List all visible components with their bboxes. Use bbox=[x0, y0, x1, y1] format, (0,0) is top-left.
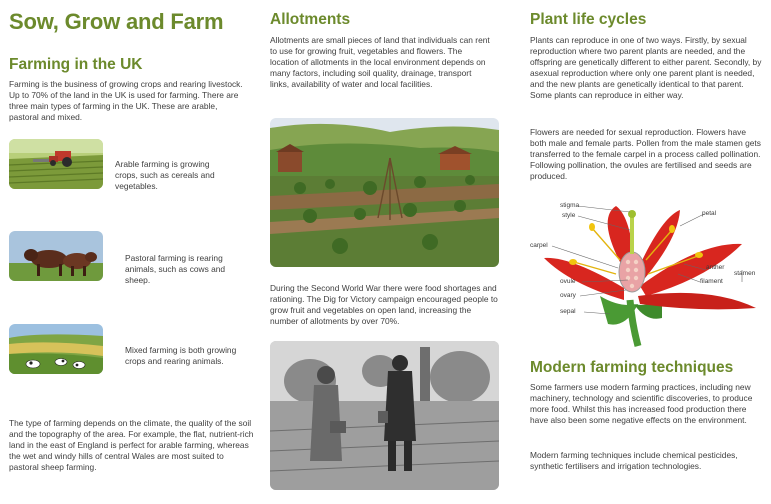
farming-heading: Farming in the UK bbox=[9, 56, 143, 73]
allotments-intro: Allotments are small pieces of land that individuals can rent to use for growing fruit, vegetables and flowers. The location of allotments in the local environment depends on many factors, including soil quality, drainage, transport links, availability of water and local facilities. bbox=[270, 35, 490, 90]
plant-paragraph-2: Flowers are needed for sexual reproduction. Flowers have both male and female parts. Pollen from the male stamen gets transferred to the female carpel in a process called pollination. Following pollination, the ovules are fertilised and seeds are produced. bbox=[530, 127, 761, 182]
label-sepal: sepal bbox=[560, 308, 576, 315]
label-ovule: ovule bbox=[560, 278, 576, 285]
arable-caption: Arable farming is growing crops, such as cereals and vegetables. bbox=[115, 159, 215, 192]
stigma-shape bbox=[628, 210, 636, 218]
farming-outro: The type of farming depends on the climate, the quality of the soil and the topography of the area. For example, the flat, nutrient-rich land in the east of England is perfect for arable farming, whereas the wet and windy hills of central Wales are most suited to pastoral sheep farming. bbox=[9, 418, 254, 473]
pastoral-caption: Pastoral farming is rearing animals, such as cows and sheep. bbox=[125, 253, 226, 286]
label-anther: anther bbox=[706, 264, 725, 271]
plant-heading: Plant life cycles bbox=[530, 11, 647, 28]
style-shape bbox=[630, 216, 634, 254]
plant-paragraph-1: Plants can reproduce in one of two ways. Firstly, by sexual reproduction where two parent plants are needed, and the offspring are genetically different to either parent. Secondly, by asexual reproduction where only one parent plant is needed, and the new plants are genetically identical to that parent. Some plants can reproduce in either way. bbox=[530, 35, 762, 101]
label-ovary: ovary bbox=[560, 292, 576, 299]
modern-heading: Modern farming techniques bbox=[530, 359, 734, 376]
label-stamen: stamen bbox=[734, 270, 756, 277]
allotments-war-text: During the Second World War there were food shortages and rationing. The Dig for Victory campaign encouraged people to grow fruit and vegetables on open land, increasing the number of allotments by over 70%. bbox=[270, 283, 498, 327]
label-style: style bbox=[562, 212, 576, 219]
label-petal: petal bbox=[702, 210, 717, 217]
mixed-farming-photo bbox=[9, 324, 103, 374]
allotments-heading: Allotments bbox=[270, 11, 351, 28]
dig-for-victory-photo bbox=[270, 341, 499, 490]
farming-intro: Farming is the business of growing crops and rearing livestock. Up to 70% of the land in the UK is used for farming. There are three main types of farming in the UK. These are arable, pastoral and mixed. bbox=[9, 79, 243, 123]
label-filament: filament bbox=[700, 278, 723, 285]
modern-paragraph-2: Modern farming techniques include chemical pesticides, synthetic fertilisers and irrigation technologies. bbox=[530, 450, 738, 472]
pastoral-farming-photo bbox=[9, 231, 103, 281]
flower-diagram bbox=[530, 200, 764, 348]
mixed-caption: Mixed farming is both growing crops and rearing animals. bbox=[125, 345, 237, 367]
allotment-garden-photo bbox=[270, 118, 499, 267]
label-stigma: stigma bbox=[560, 202, 580, 209]
modern-paragraph-1: Some farmers use modern farming practices, including new machinery, technology and scientific discoveries, to produce more food. Whilst this has increased food production there have also been some negative effects on the environment. bbox=[530, 382, 753, 426]
page-title: Sow, Grow and Farm bbox=[9, 9, 224, 34]
arable-farming-photo bbox=[9, 139, 103, 189]
label-carpel: carpel bbox=[530, 242, 548, 249]
